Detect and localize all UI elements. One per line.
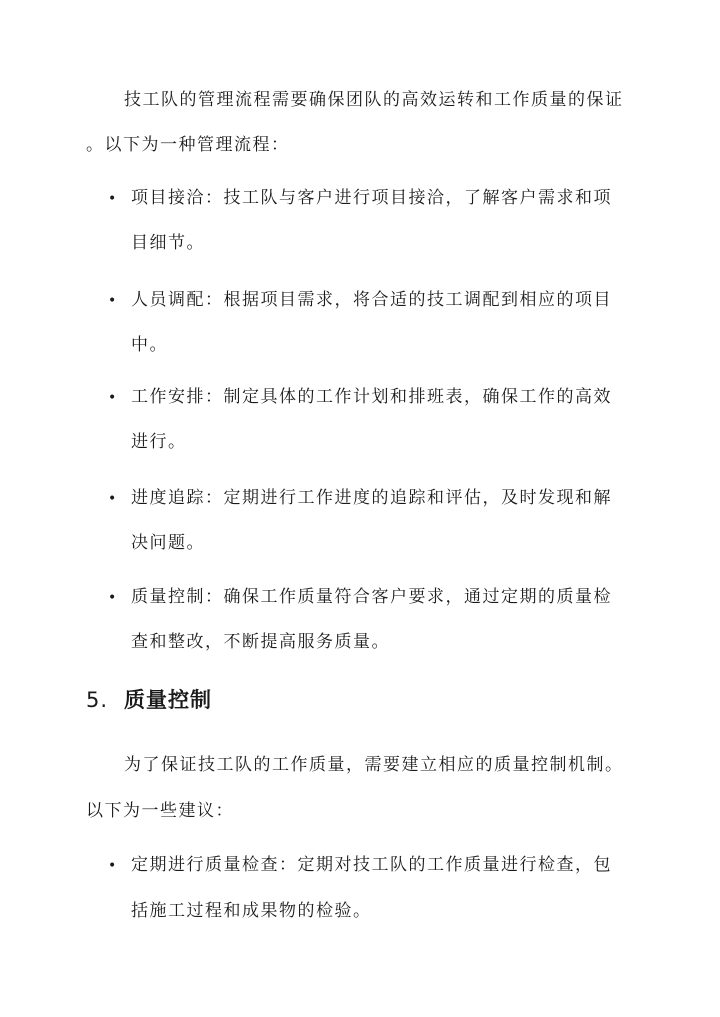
bullet-icon: • [108,390,117,406]
section-title: 质量控制 [124,687,212,712]
list-item-line-2: 中。 [131,335,168,355]
section-intro-line-1: 为了保证技工队的工作质量，需要建立相应的质量控制机制。 [124,755,624,775]
intro-line-2: 。以下为一种管理流程： [86,135,290,155]
list-item-line-1: 定期进行质量检查：定期对技工队的工作质量进行检查，包 [131,855,612,875]
list-item-line-1: 项目接洽：技工队与客户进行项目接洽，了解客户需求和项 [131,188,612,208]
bullet-icon: • [108,293,117,309]
list-item-line-2: 进行。 [131,432,187,452]
list-item-line-1: 人员调配：根据项目需求，将合适的技工调配到相应的项目 [131,290,612,310]
intro-line-1: 技工队的管理流程需要确保团队的高效运转和工作质量的保证 [124,90,624,110]
bullet-icon: • [108,590,117,606]
section-number: 5. [86,688,109,712]
list-item-line-1: 进度追踪：定期进行工作进度的追踪和评估，及时发现和解 [131,488,612,508]
list-item-line-2: 查和整改，不断提高服务质量。 [131,632,390,652]
bullet-icon: • [108,491,117,507]
list-item-line-1: 工作安排：制定具体的工作计划和排班表，确保工作的高效 [131,387,612,407]
list-item-line-2: 括施工过程和成果物的检验。 [131,901,372,921]
section-intro-line-2: 以下为一些建议： [86,801,234,821]
list-item-line-2: 目细节。 [131,233,205,253]
section-heading [86,686,212,714]
bullet-icon: • [108,858,117,874]
bullet-icon: • [108,191,117,207]
list-item-line-1: 质量控制：确保工作质量符合客户要求，通过定期的质量检 [131,587,612,607]
list-item-line-2: 决问题。 [131,533,205,553]
